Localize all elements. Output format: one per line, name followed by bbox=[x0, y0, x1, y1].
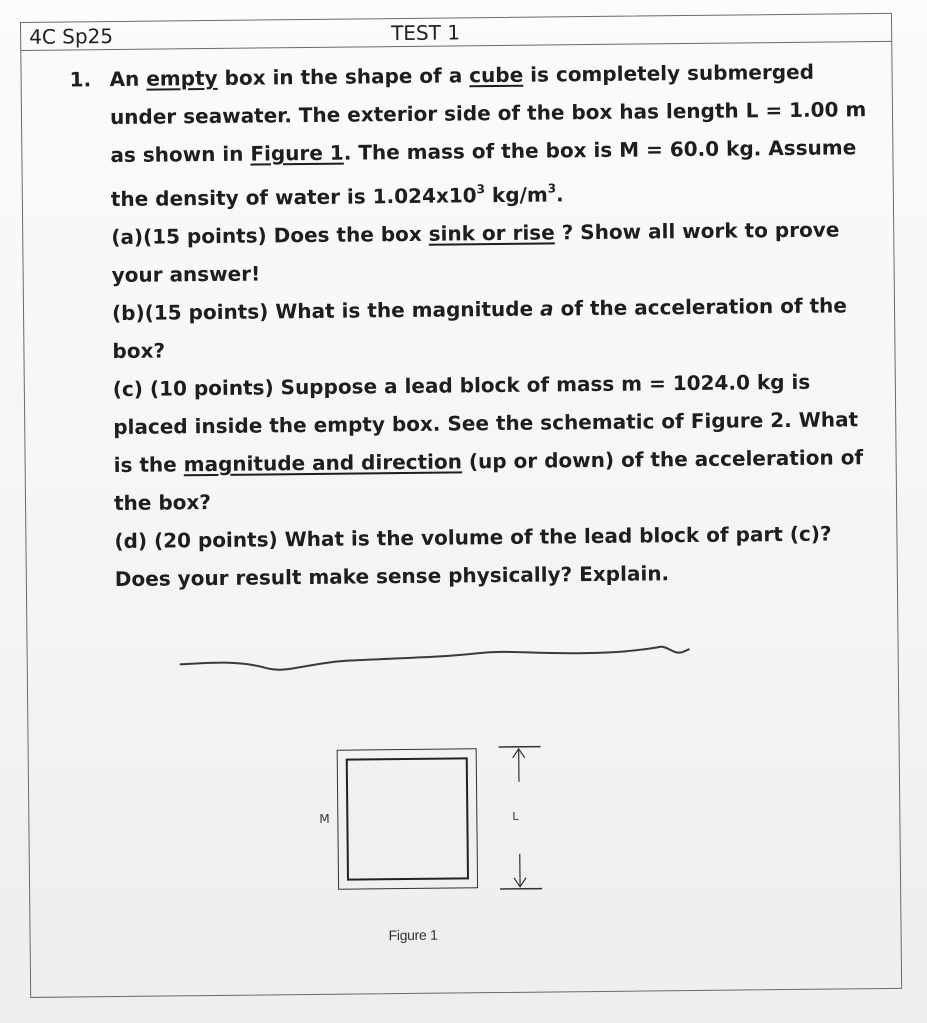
underlined-empty: empty bbox=[146, 65, 218, 91]
intro-line-2: under seawater. The exterior side of the box has length L = 1.00 m bbox=[109, 97, 867, 130]
part-c-line-3: is the magnitude and direction (up or down) of the acceleration of bbox=[113, 445, 864, 478]
part-c-line-2: placed inside the empty box. See the schematic of Figure 2. What bbox=[113, 407, 859, 440]
cube-box-outer bbox=[337, 748, 478, 889]
underlined-cube: cube bbox=[469, 62, 524, 88]
mass-label: M bbox=[319, 811, 330, 826]
figure-1 bbox=[21, 14, 903, 999]
part-b-line-1: (b)(15 points) What is the magnitude a of the acceleration of the bbox=[111, 293, 848, 326]
underlined-figure-ref: Figure 1 bbox=[250, 140, 344, 166]
underlined-magnitude-direction: magnitude and direction bbox=[183, 449, 463, 477]
intro-line-4: the density of water is $1.024x10^3$ $kg/m^3$. bbox=[110, 181, 564, 212]
underlined-sink-or-rise: sink or rise bbox=[428, 220, 555, 246]
part-d-line-2: Does your result make sense physically? Explain. bbox=[114, 561, 670, 592]
water-surface-line bbox=[177, 631, 697, 676]
cube-box-inner bbox=[346, 757, 469, 880]
course-label: 4C Sp25 bbox=[29, 24, 114, 49]
part-a-line-1: (a)(15 points) Does the box sink or rise ? Show all work to prove bbox=[111, 217, 840, 250]
part-d-line-1: (d) (20 points) What is the volume of the lead block of part (c)? bbox=[114, 521, 832, 554]
part-c-line-1: (c) (10 points) Suppose a lead block of mass m = 1024.0 kg is bbox=[112, 369, 811, 402]
part-a-line-2: your answer! bbox=[111, 261, 261, 288]
intro-line-1: An empty box in the shape of a cube is completely submerged bbox=[109, 59, 815, 92]
variable-a: a bbox=[539, 296, 554, 321]
intro-line-3: as shown in Figure 1. The mass of the box is M = 60.0 kg. Assume bbox=[110, 135, 857, 168]
length-label: L bbox=[512, 809, 519, 823]
length-dimension-arrow bbox=[495, 744, 547, 895]
figure-caption: Figure 1 bbox=[388, 926, 438, 944]
exam-frame bbox=[20, 13, 902, 998]
part-b-line-2: box? bbox=[112, 338, 166, 364]
part-c-line-4: the box? bbox=[113, 490, 212, 516]
test-title: TEST 1 bbox=[391, 20, 461, 46]
question-number: 1. bbox=[69, 67, 92, 92]
